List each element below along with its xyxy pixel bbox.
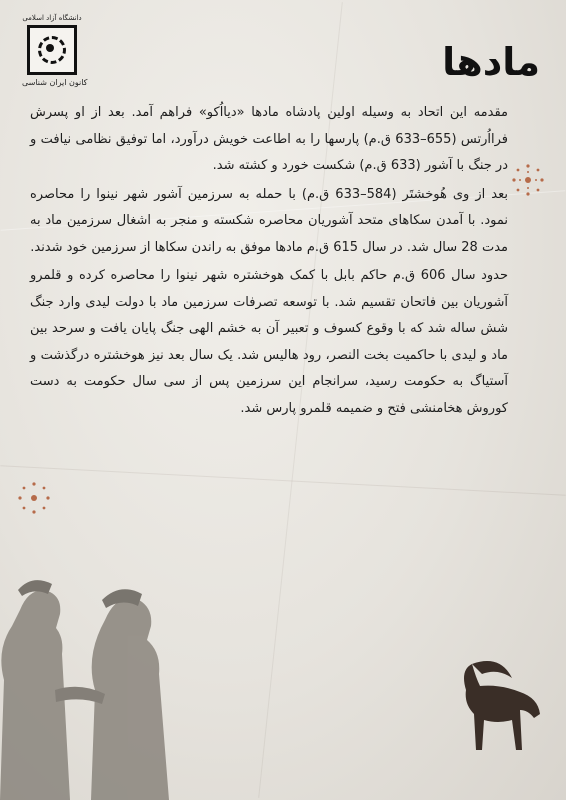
paper-crease (0, 465, 565, 496)
ibex-artifact-icon (436, 660, 556, 770)
logo-top-text: دانشگاه آزاد اسلامی (22, 14, 82, 22)
paragraph-3: حدود سال 606 ق.م حاکم بابل با کمک هوخشتره شهر نینوا را محاصره کرده و قلمرو آشوریان بین فاتحان تقسیم شد. با توسعه تصرفات سرزمین ماد با دولت لیدی وارد جنگ شش ساله شد که با وقوع کسوف و تعبیر آن به خشم الهی جنگ پایان یافت و سرحد بین ماد و لیدی با حاکمیت بخت النصر، رود هالیس شد. یک سال بعد نیز هوخشتره درگذشت و آستیاگ به حکومت رسید، سرانجام این سرزمین پس از سی سال حکومت به دست کوروش هخامنشی فتح و ضمیمه قلمرو پارس شد. (30, 268, 508, 416)
logo-bottom-text: کانون ایران شناسی (22, 78, 88, 87)
paragraph-2: بعد از وی هُوخشتَر (584–633 ق.م) با حمله به سرزمین آشور شهر نینوا را محاصره نمود. با آمدن سکاهای متحد آشوریان محاصره شکسته و منجر به اشغال سرزمین ماد به مدت 28 سال شد. در سال 615 ق.م مادها موفق به راندن سکاها از سرزمین خود شدند. (30, 186, 508, 255)
dot-burst-ornament-icon (14, 478, 54, 518)
page-title: مادها (442, 40, 540, 84)
logo-emblem-icon (27, 25, 77, 75)
persepolis-relief-figures (0, 550, 210, 800)
university-logo (22, 14, 88, 100)
paragraph-1: مقدمه این اتحاد به وسیله اولین پادشاه مادها «دیااُکو» فراهم آمد. بعد از او پسرش فرااُرتس (655–633 ق.م) پارسها را به اطاعت خویش درآورد، اما توفیق نظامی نیافت و در جنگ با آشور (633 ق.م) شکست خورد و کشته شد. (30, 105, 508, 173)
article-body (30, 100, 508, 424)
dot-burst-ornament-icon (508, 160, 548, 200)
